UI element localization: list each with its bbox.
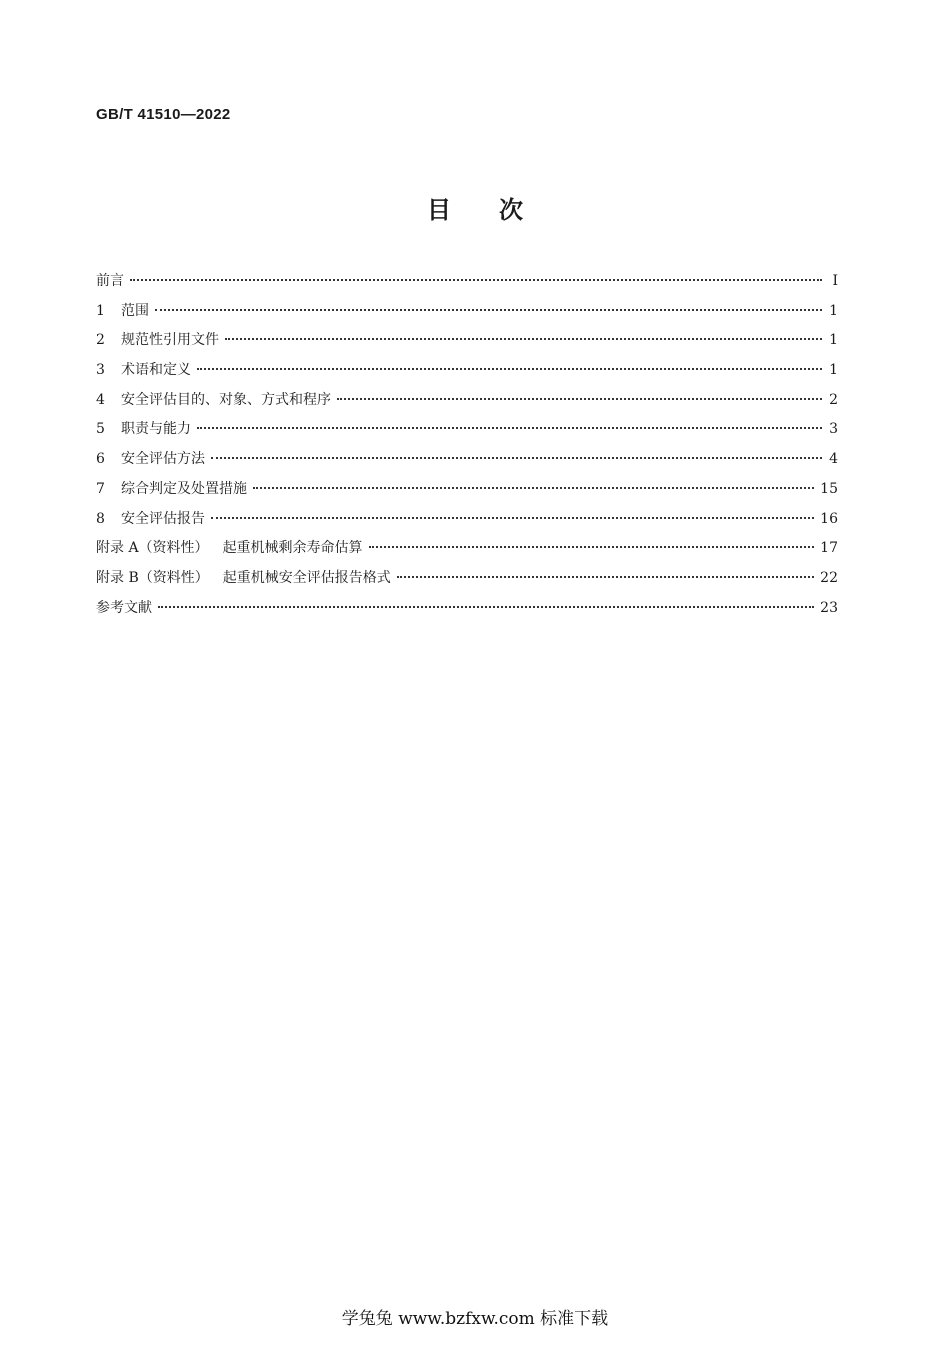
toc-entry-number: 8 [96,510,105,527]
dot-leader [369,546,815,548]
toc-entry-normative-references[interactable] [96,329,838,359]
toc-entry-label: 范围 [121,302,149,319]
toc-entry-label: 前言 [96,273,124,289]
toc-entry-number: 1 [96,302,105,319]
dot-leader [197,368,822,370]
toc-entry-page: 3 [829,421,838,438]
toc-entry-bibliography[interactable] [96,597,838,627]
footer-watermark: 学兔兔 www.bzfxw.com 标准下载 [341,1309,609,1329]
toc-entry-page: 1 [829,302,838,319]
standard-code: GB/T 41510—2022 [96,106,231,123]
annex-title: 起重机械剩余寿命估算 [222,540,363,557]
dot-leader [337,398,822,400]
toc-entry-label: 综合判定及处置措施 [121,480,247,497]
toc-entry-annex-a[interactable] [96,537,838,567]
toc-entry-label [96,537,363,557]
toc-entry-number: 4 [96,391,105,408]
toc-entry-number: 5 [96,421,105,438]
toc-entry-number: 2 [96,332,105,349]
toc-entry-label: 安全评估方法 [121,451,205,468]
toc-entry-label: 安全评估报告 [121,510,205,527]
annex-label: 附录 B（资料性） [96,569,209,586]
dot-leader [130,279,822,281]
toc-entry-label: 规范性引用文件 [121,332,219,349]
dot-leader [158,606,814,608]
toc-entry-page: Ⅰ [832,273,838,289]
toc-entry-page: 22 [820,569,838,586]
toc-entry-scope[interactable] [96,300,838,330]
toc-entry-page: 2 [829,391,838,408]
toc-entry-responsibilities[interactable] [96,418,838,448]
toc-entry-number: 7 [96,480,105,497]
toc-entry-number: 6 [96,451,105,468]
table-of-contents [96,270,838,626]
dot-leader [225,338,822,340]
toc-entry-judgement[interactable] [96,478,838,508]
toc-entry-page: 4 [829,451,838,468]
toc-entry-report[interactable] [96,508,838,538]
dot-leader [211,517,814,519]
toc-entry-label: 参考文献 [96,599,152,616]
toc-entry-terms[interactable] [96,359,838,389]
toc-entry-page: 23 [820,599,838,616]
toc-entry-label: 术语和定义 [121,362,191,379]
annex-title: 起重机械安全评估报告格式 [222,569,391,586]
toc-entry-page: 17 [820,540,838,557]
annex-label: 附录 A（资料性） [96,540,209,557]
toc-entry-methods[interactable] [96,448,838,478]
toc-entry-label [96,567,391,587]
toc-entry-page: 16 [820,510,838,527]
toc-entry-page: 1 [829,362,838,379]
toc-entry-label: 职责与能力 [121,421,191,438]
dot-leader [197,427,822,429]
dot-leader [397,576,814,578]
toc-entry-label: 安全评估目的、对象、方式和程序 [121,391,331,408]
toc-entry-annex-b[interactable] [96,567,838,597]
toc-entry-page: 1 [829,332,838,349]
toc-entry-page: 15 [820,480,838,497]
dot-leader [155,309,822,311]
dot-leader [211,457,822,459]
toc-entry-purpose[interactable] [96,389,838,419]
dot-leader [253,487,814,489]
toc-entry-foreword[interactable] [96,270,838,300]
toc-entry-number: 3 [96,362,105,379]
page-title: 目次 [427,196,571,224]
